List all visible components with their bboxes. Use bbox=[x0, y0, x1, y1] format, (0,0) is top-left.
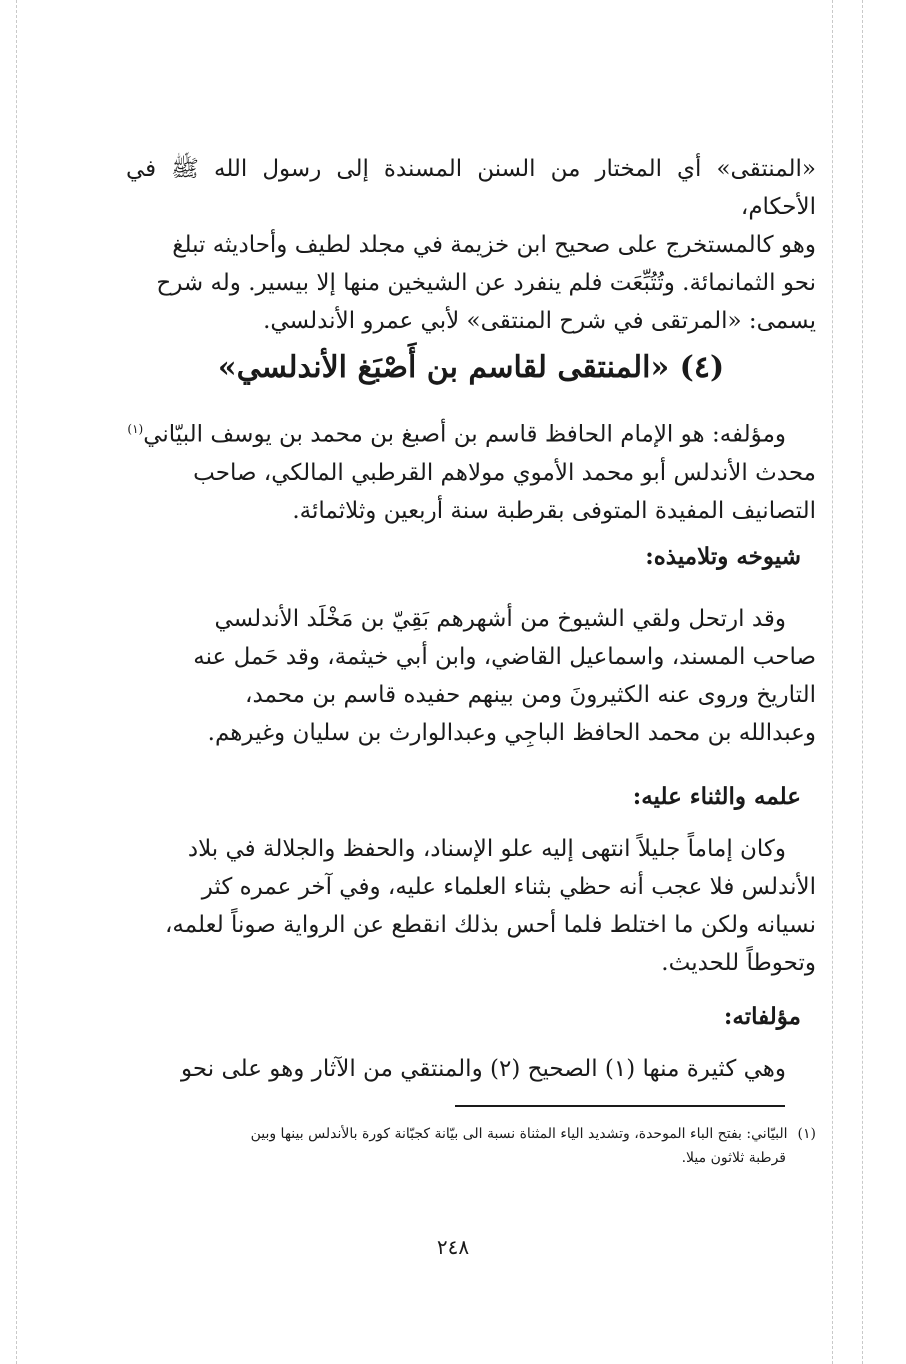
text-line: صاحب المسند، واسماعيل القاضي، وابن أبي خيثمة، وقد حَمل عنه bbox=[193, 644, 816, 670]
knowledge-paragraph bbox=[126, 830, 816, 982]
text-line: التاريخ وروى عنه الكثيرونَ ومن بينهم حفيده قاسم بن محمد، bbox=[245, 682, 816, 708]
footnote-line: قرطبة ثلاثون ميلا. bbox=[681, 1150, 786, 1166]
text-line: «المنتقى» أي المختار من السنن المسندة إلى رسول الله ﷺ في الأحكام، bbox=[126, 156, 816, 220]
footnote-reference: (١) bbox=[127, 422, 144, 436]
section-heading-teachers: شيوخه وتلاميذه: bbox=[645, 543, 801, 570]
scan-artifact-line bbox=[862, 0, 863, 1364]
text-line: وهو كالمستخرج على صحيح ابن خزيمة في مجلد لطيف وأحاديثه تبلغ bbox=[172, 232, 816, 258]
footnote-text: البيّاني: بفتح الباء الموحدة، وتشديد الياء المثناة نسبة الى بيّانة كجبّانة كورة بالأندلس بينها وبين bbox=[250, 1126, 788, 1142]
scan-artifact-line bbox=[16, 0, 17, 1364]
text-line: وكان إماماً جليلاً انتهى إليه علو الإسناد، والحفظ والجلالة في بلاد bbox=[187, 836, 786, 862]
section-heading-works: مؤلفاته: bbox=[723, 1003, 801, 1030]
works-paragraph bbox=[126, 1050, 816, 1088]
text-line: التصانيف المفيدة المتوفى بقرطبة سنة أربعين وثلاثمائة. bbox=[292, 497, 816, 524]
text-line: وعبدالله بن محمد الحافظ الباجِي وعبدالوارث بن سليان وغيرهم. bbox=[207, 720, 816, 746]
text-line: الأندلس فلا عجب أنه حظي بثناء العلماء عليه، وفي آخر عمره كثر bbox=[201, 874, 816, 900]
text-line: نحو الثمانمائة. وتُتُبِّعَت فلم ينفرد عن الشيخين منها إلا بيسير. وله شرح bbox=[156, 270, 816, 296]
scan-artifact-line bbox=[832, 0, 833, 1364]
section-heading-knowledge: علمه والثناء عليه: bbox=[632, 783, 801, 810]
text-line bbox=[126, 410, 816, 454]
text-line: محدث الأندلس أبو محمد الأموي مولاهم القرطبي المالكي، صاحب bbox=[193, 459, 816, 486]
author-paragraph bbox=[126, 410, 816, 530]
text-line: يسمى: «المرتقى في شرح المنتقى» لأبي عمرو الأندلسي. bbox=[263, 308, 816, 334]
footnote-separator bbox=[455, 1105, 785, 1107]
text-line: وهي كثيرة منها (١) الصحيح (٢) والمنتقي من الآثار وهو على نحو bbox=[181, 1056, 786, 1082]
author-line-text: ومؤلفه: هو الإمام الحافظ قاسم بن أصبغ بن محمد بن يوسف البيّاني bbox=[143, 421, 786, 448]
page-number: ٢٤٨ bbox=[436, 1235, 470, 1259]
footnote bbox=[126, 1122, 816, 1170]
footnote-number: (١) bbox=[797, 1126, 816, 1142]
footnote-line bbox=[126, 1122, 816, 1146]
chapter-title: (٤) «المنتقى لقاسم بن أَصْبَغ الأندلسي» bbox=[217, 350, 725, 385]
intro-paragraph bbox=[126, 150, 816, 340]
text-line: وقد ارتحل ولقي الشيوخ من أشهرهم بَقِيّ بن مَخْلَد الأندلسي bbox=[214, 606, 786, 632]
text-line: وتحوطاً للحديث. bbox=[661, 950, 816, 976]
text-line: نسيانه ولكن ما اختلط فلما أحس بذلك انقطع عن الرواية صوناً لعلمه، bbox=[164, 912, 816, 938]
teachers-paragraph bbox=[126, 600, 816, 752]
